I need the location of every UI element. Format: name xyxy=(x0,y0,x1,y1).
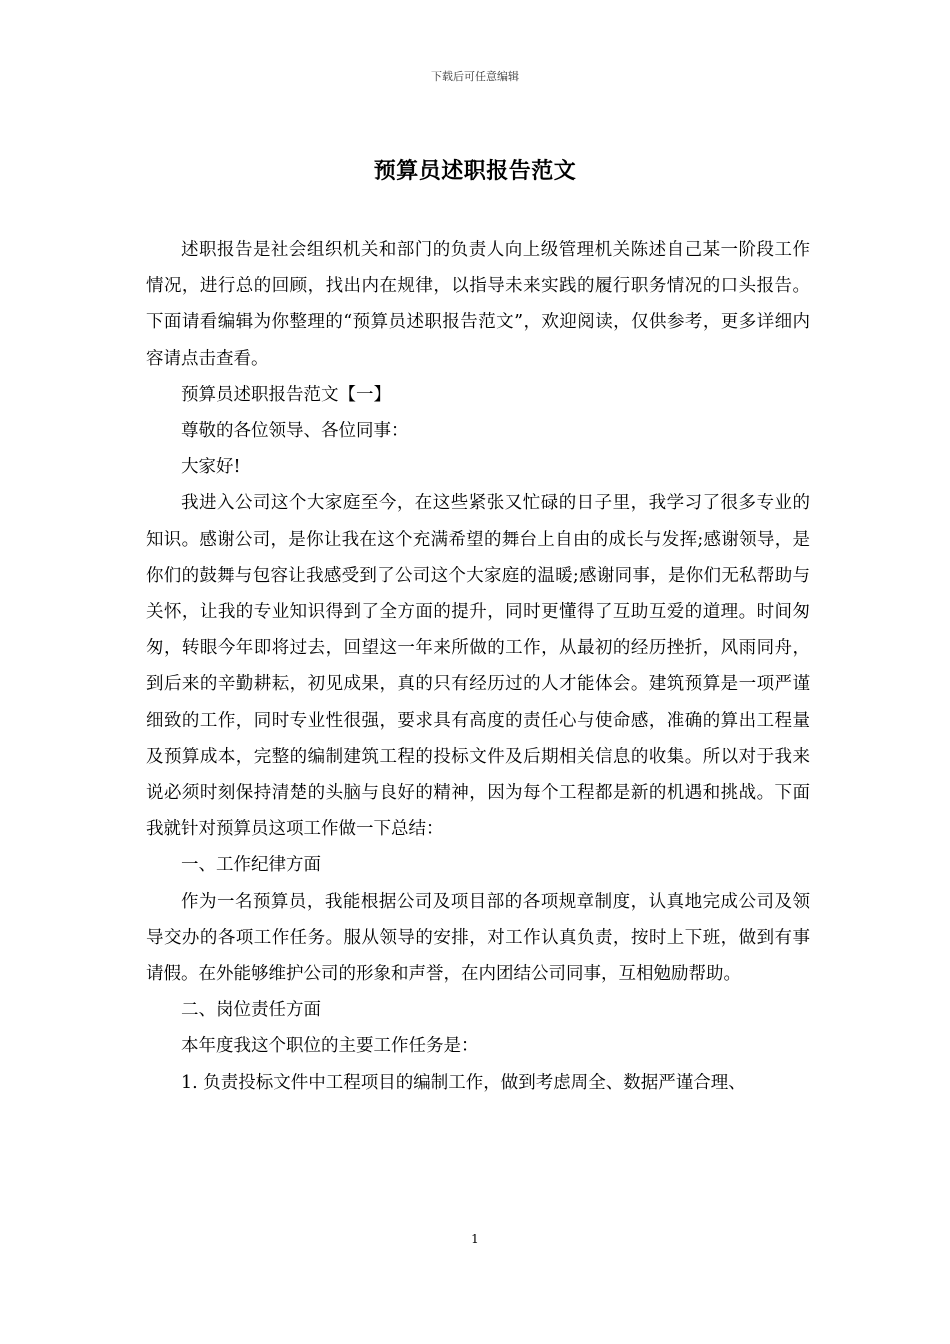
paragraph-greeting: 大家好! xyxy=(181,457,241,478)
page-number: 1 xyxy=(471,1232,479,1246)
paragraph-heading-responsibility: 二、岗位责任方面 xyxy=(181,1000,321,1021)
paragraph-discipline: 作为一名预算员，我能根据公司及项目部的各项规章制度，认真地完成公司及领导交办的各项工作任务。服从领导的安排，对工作认真负责，按时上下班，做到有事请假。在外能够维护公司的形象和声誉，在内团结公司同事，互相勉励帮助。 xyxy=(146,891,810,985)
paragraph-salutation: 尊敬的各位领导、各位同事： xyxy=(181,421,409,442)
document-body xyxy=(146,232,810,1101)
paragraph-section-heading: 预算员述职报告范文【一】 xyxy=(181,384,391,405)
paragraph-intro: 述职报告是社会组织机关和部门的负责人向上级管理机关陈述自己某一阶段工作情况，进行总的回顾，找出内在规律，以指导未来实践的履行职务情况的口头报告。下面请看编辑为你整理的“预算员述职报告范文”，欢迎阅读，仅供参考，更多详细内容请点击查看。 xyxy=(146,240,810,369)
paragraph-body: 我进入公司这个大家庭至今，在这些紧张又忙碌的日子里，我学习了很多专业的知识。感谢公司，是你让我在这个充满希望的舞台上自由的成长与发挥;感谢领导，是你们的鼓舞与包容让我感受到了公司这个大家庭的温暖;感谢同事，是你们无私帮助与关怀，让我的专业知识得到了全方面的提升，同时更懂得了互助互爱的道理。时间匆匆，转眼今年即将过去，回望这一年来所做的工作，从最初的经历挫折，风雨同舟，到后来的辛勤耕耘，初见成果，真的只有经历过的人才能体会。建筑预算是一项严谨细致的工作，同时专业性很强，要求具有高度的责任心与使命感，准确的算出工程量及预算成本，完整的编制建筑工程的投标文件及后期相关信息的收集。所以对于我来说必须时刻保持清楚的头脑与良好的精神，因为每个工程都是新的机遇和挑战。下面我就针对预算员这项工作做一下总结： xyxy=(146,493,810,840)
paragraph-task-1: 1. 负责投标文件中工程项目的编制工作，做到考虑周全、数据严谨合理、 xyxy=(181,1072,746,1093)
header-note: 下载后可任意编辑 xyxy=(431,70,519,83)
paragraph-heading-discipline: 一、工作纪律方面 xyxy=(181,855,321,876)
paragraph-tasks-intro: 本年度我这个职位的主要工作任务是： xyxy=(181,1036,479,1057)
document-title: 预算员述职报告范文 xyxy=(373,158,577,184)
